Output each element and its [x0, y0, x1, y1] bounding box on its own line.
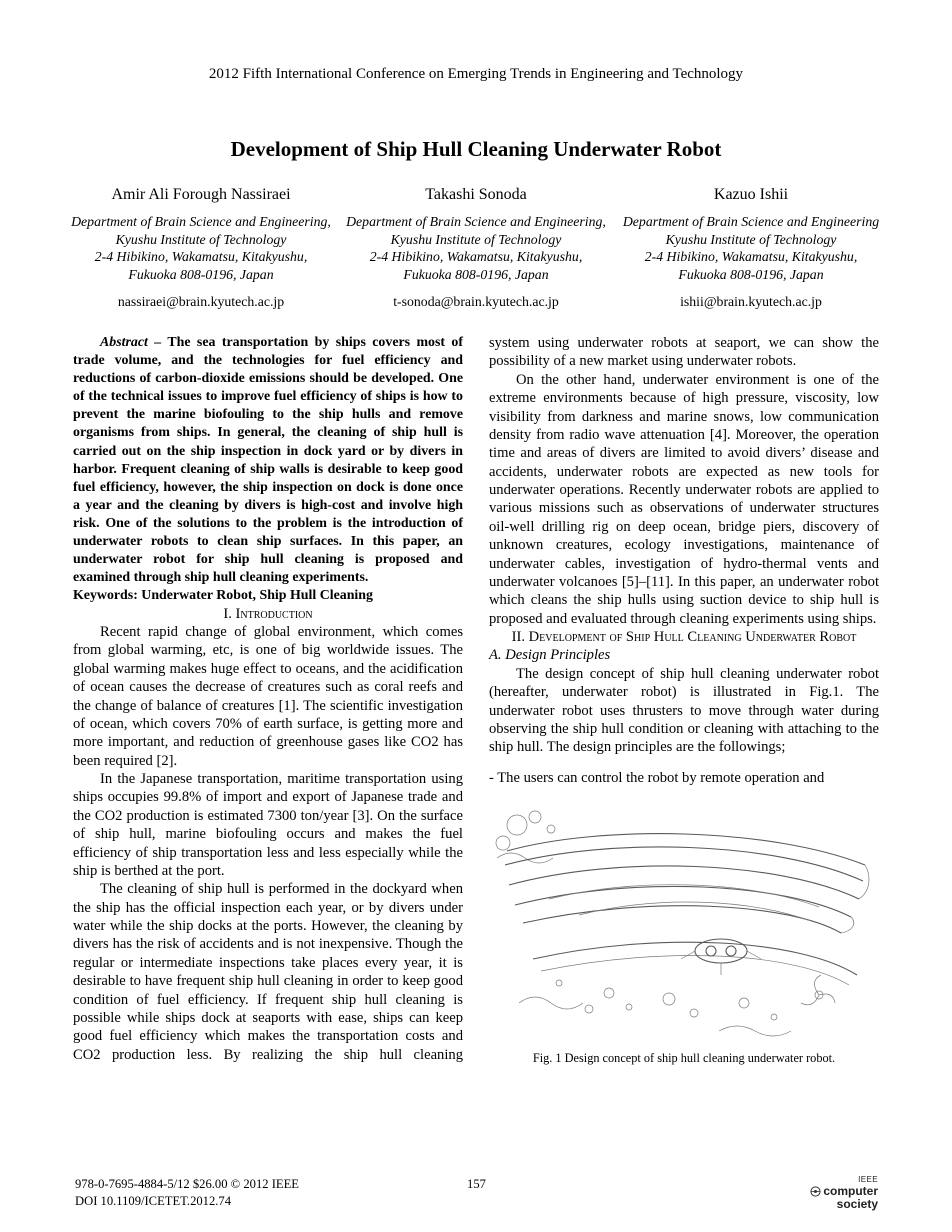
author-3	[620, 186, 882, 310]
section-1-heading: I. Introduction	[223, 605, 313, 622]
abstract-label: Abstract –	[100, 335, 162, 351]
author-name: Kazuo Ishii	[713, 186, 789, 203]
figure-1-image	[489, 803, 877, 1041]
intro-paragraph-1: Recent rapid change of global environment, which comes from global warming, etc, is one of big worldwide issues. The global warming makes huge effect to oceans, and the acidification of ocean causes the decrease of creatures such as coral reefs and the change of balance of creatures [1]. The scientific investigation of ocean, which covers 70% of earth surface, is getting more and more important, and reduction of greenhouse gases like CO2 has been required [2].	[73, 624, 463, 769]
paper-title: Development of Ship Hull Cleaning Underwater Robot	[230, 137, 722, 161]
abstract-paragraph	[73, 334, 463, 587]
author-email: nassiraei@brain.kyutech.ac.jp	[117, 294, 285, 310]
left-column	[73, 334, 463, 1066]
author-institute: Kyushu Institute of Technology	[390, 231, 562, 247]
continuation-paragraph: system using underwater robots at seaport, we can show the possibility of a new market using underwater robots.	[489, 335, 879, 370]
ieee-logo-text: IEEE	[858, 1175, 878, 1184]
right-column	[489, 334, 879, 1066]
author-2	[345, 186, 607, 310]
intro-paragraph-3: The cleaning of ship hull is performed in the dockyard when the ship has the official inspection each year, or by divers under water while the ship docks at the ports. However, the cleaning by divers has the risk of accidents and is not inexpensive. Though the regular or intermediate inspections take places every year, it is desirable to have frequent ship hull cleaning in order to keep good condition of fuel efficiency. If frequent ship hull cleaning is possible while ships dock at seaports with ease, ships can keep good fuel efficiency which makes the transportation costs and CO2 production less. By realizing the ship hull cleaning	[73, 881, 463, 1063]
cs-computer-text: computer	[823, 1184, 878, 1198]
author-name: Amir Ali Forough Nassiraei	[111, 186, 291, 203]
page-footer	[75, 1176, 878, 1210]
conference-header: 2012 Fifth International Conference on Emerging Trends in Engineering and Technology	[208, 66, 744, 82]
design-principles-paragraph: The design concept of ship hull cleaning underwater robot (hereafter, underwater robot) is illustrated in Fig.1. The underwater robot uses thrusters to move through water during observing the ship hull condition or cleaning with attaching to the ship hull. The design principles are the followings;	[489, 665, 879, 756]
author-dept: Department of Brain Science and Engineering	[622, 214, 880, 229]
author-email: t-sonoda@brain.kyutech.ac.jp	[393, 294, 559, 310]
ieee-computer-society-logo	[810, 1176, 878, 1210]
footer-logo-block	[548, 1176, 878, 1210]
author-affiliation	[620, 213, 882, 283]
author-affiliation	[345, 213, 607, 283]
author-address: 2-4 Hibikino, Wakamatsu, Kitakyushu, Fukuoka 808-0196, Japan	[369, 249, 583, 282]
two-column-body	[73, 334, 879, 1066]
abstract-text: The sea transportation by ships covers most of trade volume, and the technologies for fuel efficiency and reductions of carbon-dioxide emissions should be developed. One of the technical issues to improve fuel efficiency of ships is how to prevent the marine biofouling to the ship hulls and remove organisms from ships. In general, the cleaning of ship hull is carried out on the ship inspection in dock yard or by divers in harbor. Frequent cleaning of ship walls is desirable to keep good fuel efficiency, however, the ship inspection on dock is done once a year and the cleaning by divers is high-cost and involve high risk. One of the solutions to the problem is the introduction of underwater robots to clean ship surfaces. In this paper, an underwater robot for ship hull cleaning is proposed and examined through ship hull cleaning experiments.	[73, 335, 463, 586]
author-email: ishii@brain.kyutech.ac.jp	[680, 294, 822, 310]
page-number: 157	[467, 1177, 486, 1191]
author-block	[70, 186, 882, 310]
ieee-cs-globe-icon	[810, 1186, 821, 1197]
intro-paragraph-2: In the Japanese transportation, maritime transportation using ships occupies 99.8% of import and export of Japanese trade and the CO2 production is estimated 7300 ton/year [3]. On the surface of ship hull, marine biofouling occurs and makes the fuel efficiency of ship transportation less and less especially while the ship is berthed at the port.	[73, 771, 463, 879]
author-institute: Kyushu Institute of Technology	[665, 231, 837, 247]
footer-copyright: 978-0-7695-4884-5/12 $26.00 © 2012 IEEE	[75, 1177, 299, 1191]
author-address: 2-4 Hibikino, Wakamatsu, Kitakyushu, Fukuoka 808-0196, Japan	[644, 249, 858, 282]
section-2-heading: II. Development of Ship Hull Cleaning Underwater Robot	[511, 629, 857, 646]
underwater-environment-paragraph: On the other hand, underwater environment is one of the extreme environments because of high pressure, viscosity, low visibility from darkness and marine snows, low communication density from radio wave attenuation [4]. Moreover, the operation time and areas of divers are limited to avoid divers’ disease and accidents, underwater robots are expected as new tools for underwater operations. Recently underwater robots are applied to various missions such as observations of underwater structures oil-well drilling rig on deep ocean, bridge piers, discovery of unknown creatures, ecology investigations, maintenance of underwater cables, investigation of hydro-thermal vents and underwater volcanoes [5]–[11]. In this paper, an underwater robot which cleans the ship hulls using suction device to ship hull is proposed and evaluated through cleaning experiments using ships.	[489, 371, 879, 627]
keywords-line: Keywords: Underwater Robot, Ship Hull Cleaning	[73, 588, 373, 604]
author-dept: Department of Brain Science and Engineering,	[71, 214, 331, 229]
figure-1	[489, 803, 879, 1066]
author-institute: Kyushu Institute of Technology	[115, 231, 287, 247]
author-affiliation	[70, 213, 332, 283]
author-dept: Department of Brain Science and Engineering,	[346, 214, 606, 229]
author-1	[70, 186, 332, 310]
author-address: 2-4 Hibikino, Wakamatsu, Kitakyushu, Fukuoka 808-0196, Japan	[94, 249, 308, 282]
footer-doi: DOI 10.1109/ICETET.2012.74	[75, 1194, 232, 1208]
design-principle-bullet: - The users can control the robot by remote operation and	[489, 769, 825, 786]
footer-copyright-block	[75, 1176, 405, 1210]
section-2a-heading: A. Design Principles	[489, 647, 611, 664]
cs-society-text: society	[836, 1197, 878, 1211]
figure-1-caption: Fig. 1 Design concept of ship hull cleaning underwater robot.	[532, 1051, 836, 1066]
author-name: Takashi Sonoda	[425, 186, 527, 203]
